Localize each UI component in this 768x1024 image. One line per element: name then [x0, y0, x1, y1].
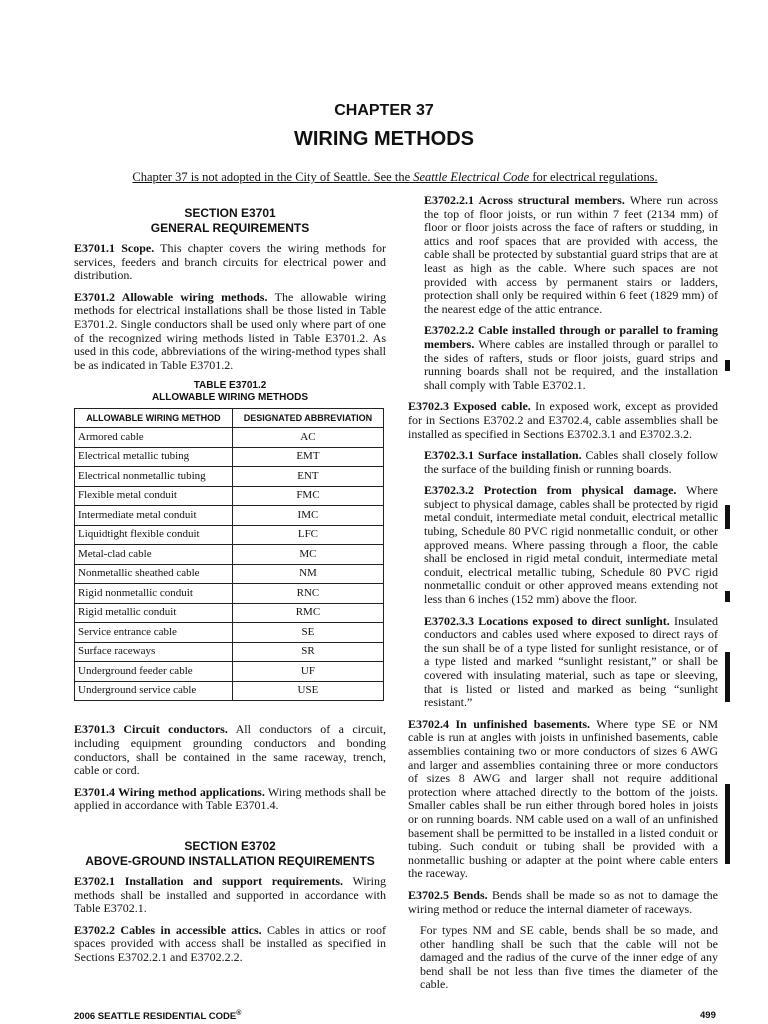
paragraph	[408, 449, 718, 476]
paragraph-lead: E3702.3 Exposed cable.	[408, 399, 531, 414]
paragraph	[74, 242, 386, 283]
abbreviation-cell: USE	[232, 681, 383, 701]
abbreviation-cell: RMC	[232, 603, 383, 623]
paragraph-text: The allowable wiring methods for electrical installations shall be those listed in Table E3701.2. Single conductors shall be used only where part of one of the recognized wiring methods listed in Table E3701.2. As used in this code, abbreviations of the wiring-method types shall be as indicated in Table E3701.2.	[74, 289, 386, 372]
paragraph-text: Where run across the top of floor joists, or run within 7 feet (2134 mm) of floor or floor joists across the face of rafters or studding, in attics and roof spaces that are provided with access, the cable shall be protected by substantial guard strips that are at least as high as the cable. Where such spaces are not provided with access by permanent stairs or ladders, protection shall only be required within 6 feet (1829 mm) of the nearest edge of the attic entrance.	[424, 193, 719, 316]
wiring-method-cell: Electrical metallic tubing	[75, 447, 233, 467]
paragraph-lead: E3702.2.1 Across structural members.	[424, 193, 625, 207]
paragraph	[408, 615, 718, 710]
section-title: GENERAL REQUIREMENTS	[150, 221, 310, 235]
section-heading	[74, 839, 386, 869]
code-name: Seattle Electrical Code	[413, 170, 530, 184]
paragraph-lead: E3701.3 Circuit conductors.	[74, 722, 228, 737]
wiring-method-cell: Underground service cable	[75, 681, 233, 701]
revision-bar	[725, 505, 730, 529]
wiring-method-cell: Rigid nonmetallic conduit	[75, 584, 233, 604]
revision-bar	[725, 591, 730, 602]
wiring-method-cell: Rigid metallic conduit	[75, 603, 233, 623]
wiring-method-cell: Armored cable	[75, 428, 233, 448]
paragraph	[408, 484, 718, 606]
paragraph-lead: E3701.2 Allowable wiring methods.	[74, 289, 268, 304]
revision-bar	[725, 360, 730, 371]
revision-bar	[725, 652, 730, 702]
table-row	[75, 447, 384, 467]
paragraph-text: Cables in attics or roof spaces provided with access shall be installed as specified in Sections E3702.2.1 and E3702.2.2.	[74, 922, 386, 964]
wiring-method-cell: Underground feeder cable	[75, 662, 233, 682]
table-row	[75, 584, 384, 604]
paragraph-lead: E3702.3.1 Surface installation.	[424, 448, 582, 463]
table-row	[75, 467, 384, 487]
paragraph-text: Insulated conductors and cables used where exposed to direct rays of the sun shall be of a type listed for sunlight resistance, or of a type listed and marked “sunlight resistant,” or shall be covered with insulating material, such as tape or sleeving, that is listed or listed and marked as being “sunlight resistant.”	[424, 613, 718, 710]
wiring-method-cell: Flexible metal conduit	[75, 486, 233, 506]
paragraph-text: All conductors of a circuit, including equipment grounding conductors and bonding conductors, shall be contained in the same raceway, trench, cable or cord.	[74, 722, 387, 778]
paragraph	[74, 723, 386, 777]
section-title: ABOVE-GROUND INSTALLATION REQUIREMENTS	[85, 853, 375, 868]
seattle-note	[0, 170, 768, 185]
table-row	[75, 506, 384, 526]
paragraph-text: Wiring methods shall be installed and supported in accordance with Table E3702.1.	[74, 873, 386, 916]
paragraph-text: This chapter covers the wiring methods for services, feeders and branch circuits for electrical power and distribution.	[74, 241, 386, 283]
table-row	[75, 603, 384, 623]
registered-mark: ®	[236, 1010, 242, 1017]
wiring-method-cell: Metal-clad cable	[75, 545, 233, 565]
table-body	[75, 428, 384, 701]
paragraph	[74, 924, 386, 965]
chapter-heading: CHAPTER 37	[334, 102, 434, 119]
paragraph	[408, 718, 718, 881]
wiring-method-cell: Liquidtight flexible conduit	[75, 525, 233, 545]
table-row	[75, 486, 384, 506]
wiring-method-cell: Surface raceways	[75, 642, 233, 662]
table-row	[75, 642, 384, 662]
paragraph-text: Where cables are installed through or parallel to the sides of rafters, studs or floor joists, guard strips and running boards shall not be required, and the installation shall comply with Table E3702.1.	[424, 336, 718, 392]
paragraph-text: Cables shall closely follow the surface of the building finish or running boards.	[424, 448, 718, 476]
table-caption	[74, 380, 386, 404]
abbreviation-cell: SR	[232, 642, 383, 662]
table-title: ALLOWABLE WIRING METHODS	[151, 392, 309, 404]
wiring-method-cell: Intermediate metal conduit	[75, 506, 233, 526]
abbreviation-cell: IMC	[232, 506, 383, 526]
paragraph	[408, 194, 718, 316]
paragraph-lead: E3702.2.2 Cable installed through or parallel to framing members.	[424, 323, 718, 351]
table-header: ALLOWABLE WIRING METHOD	[75, 409, 233, 428]
note-before: Chapter 37 is not adopted in the City of Seattle. See the	[132, 170, 414, 184]
table-row	[75, 623, 384, 643]
paragraph-lead: E3702.3.3 Locations exposed to direct sunlight.	[424, 613, 670, 628]
page-number: 499	[700, 1010, 716, 1021]
revision-bar	[725, 784, 730, 864]
paragraph	[408, 924, 718, 992]
right-column	[408, 194, 718, 1000]
paragraph-lead: E3702.1 Installation and support requirements.	[74, 873, 344, 888]
abbreviation-cell: FMC	[232, 486, 383, 506]
footer-code	[74, 1010, 241, 1022]
note-after: for electrical regulations.	[529, 170, 658, 184]
abbreviation-cell: EMT	[232, 447, 383, 467]
paragraph	[74, 291, 386, 373]
paragraph-text: Where type SE or NM cable is run at angles with joists in unfinished basements, cable assemblies containing two or more conductors of sizes 6 AWG and larger and assemblies containing three or more conductors of sizes 8 AWG and larger shall not require additional protection where attached directly to the bottom of the joists. Smaller cables shall be run either through bored holes in joists or on running boards. NM cable used on a wall of an unfinished basement shall be permitted to be installed in a listed conduit or tubing. Such conduit or tubing shall be provided with a nonmetallic bushing or adapter at the point where cable enters the raceway.	[408, 716, 718, 881]
table-number: TABLE E3701.2	[193, 380, 267, 392]
wiring-methods-table	[74, 408, 384, 701]
abbreviation-cell: RNC	[232, 584, 383, 604]
paragraph	[408, 889, 718, 916]
chapter-title: WIRING METHODS	[294, 128, 474, 150]
paragraph	[408, 324, 718, 392]
table-row	[75, 564, 384, 584]
paragraph-text: In exposed work, except as provided for in Sections E3702.2 and E3702.4, cable assemblies shall be installed as specified in Sections E3702.3.1 and E3702.3.2.	[408, 399, 718, 441]
table-header: DESIGNATED ABBREVIATION	[232, 409, 383, 428]
section-number: SECTION E3701	[184, 206, 276, 220]
abbreviation-cell: AC	[232, 428, 383, 448]
paragraph-lead: E3702.3.2 Protection from physical damage.	[424, 483, 677, 498]
section-number: SECTION E3702	[184, 838, 276, 853]
abbreviation-cell: MC	[232, 545, 383, 565]
left-column	[74, 198, 386, 972]
paragraph	[74, 875, 386, 916]
section-heading	[74, 206, 386, 236]
paragraph-text: Wiring methods shall be applied in accordance with Table E3701.4.	[74, 784, 387, 813]
abbreviation-cell: UF	[232, 662, 383, 682]
paragraph	[74, 786, 386, 813]
table-row	[75, 545, 384, 565]
paragraph-text: Bends shall be made so as not to damage the wiring method or reduce the internal diameter of raceways.	[408, 887, 718, 916]
paragraph-text: Where subject to physical damage, cables shall be protected by rigid metal conduit, intermediate metal conduit, electrical metallic tubing, Schedule 80 PVC rigid nonmetallic conduit, or other approved means. Where passing through a floor, the cable shall be enclosed in rigid metal conduit, intermediate metal conduit, electrical metallic tubing, Schedule 80 PVC rigid nonmetallic conduit or other approved means extending not less than 6 inches (152 mm) above the floor.	[424, 483, 718, 607]
paragraph-text: For types NM and SE cable, bends shall be so made, and other handling shall be such that the cable will not be damaged and the radius of the curve of the inner edge of any bend shall be not less than five times the diameter of the cable.	[420, 923, 718, 992]
abbreviation-cell: LFC	[232, 525, 383, 545]
wiring-method-cell: Nonmetallic sheathed cable	[75, 564, 233, 584]
paragraph-lead: E3702.5 Bends.	[408, 887, 488, 902]
abbreviation-cell: ENT	[232, 467, 383, 487]
abbreviation-cell: NM	[232, 564, 383, 584]
wiring-method-cell: Electrical nonmetallic tubing	[75, 467, 233, 487]
table-row	[75, 428, 384, 448]
paragraph-lead: E3701.1 Scope.	[74, 241, 155, 255]
table-row	[75, 525, 384, 545]
paragraph-lead: E3702.4 In unfinished basements.	[408, 716, 591, 731]
wiring-method-cell: Service entrance cable	[75, 623, 233, 643]
paragraph-lead: E3702.2 Cables in accessible attics.	[74, 922, 262, 937]
table-row	[75, 662, 384, 682]
paragraph-lead: E3701.4 Wiring method applications.	[74, 784, 265, 799]
paragraph	[408, 400, 718, 441]
footer-code-text: 2006 SEATTLE RESIDENTIAL CODE	[74, 1011, 237, 1023]
abbreviation-cell: SE	[232, 623, 383, 643]
table-row	[75, 681, 384, 701]
